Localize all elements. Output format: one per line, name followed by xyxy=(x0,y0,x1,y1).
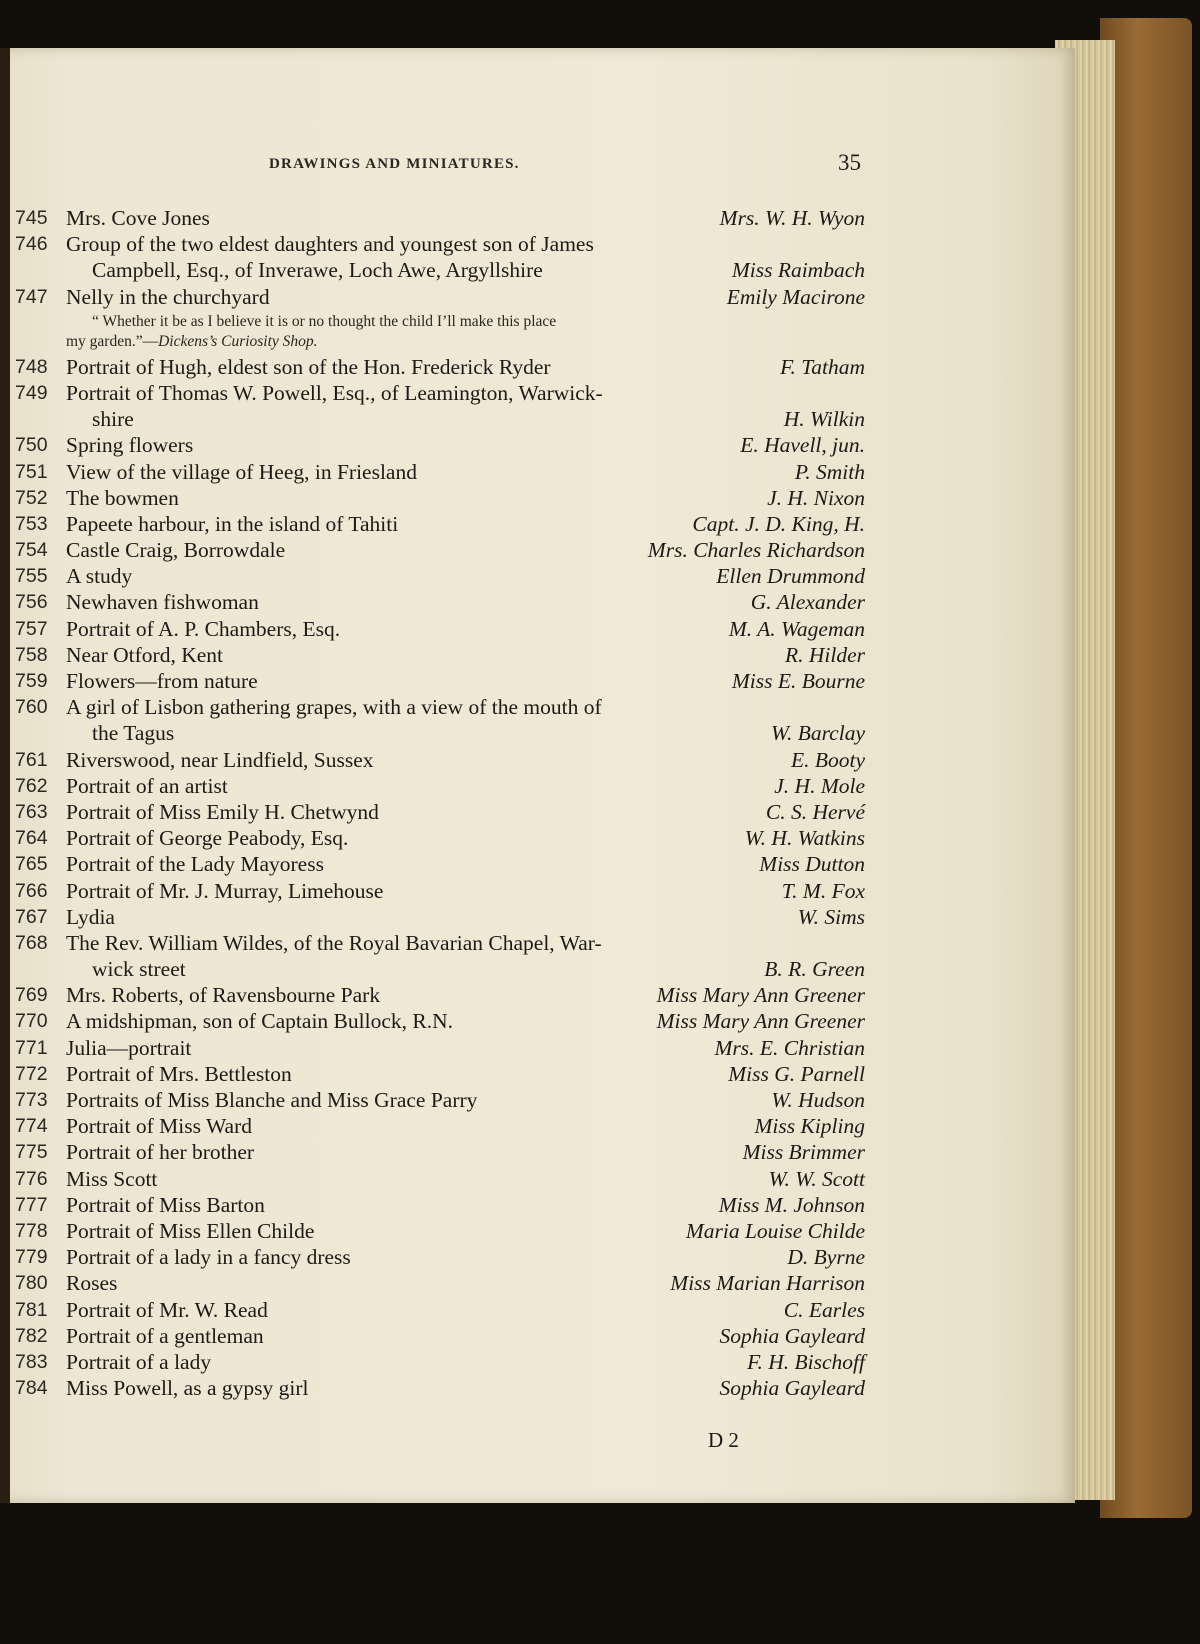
entry-number: 773 xyxy=(15,1089,48,1111)
entry-artist: J. H. Nixon xyxy=(767,485,865,510)
entry-number: 756 xyxy=(15,591,48,614)
catalogue-entry xyxy=(0,459,880,485)
entry-title: Portrait of Miss Ellen Childe xyxy=(66,1218,315,1243)
entry-number: 768 xyxy=(15,931,48,954)
entry-artist: Miss Brimmer xyxy=(742,1140,865,1165)
entry-artist: Maria Louise Childe xyxy=(685,1218,865,1243)
entry-artist: W. H. Watkins xyxy=(744,826,865,851)
entry-line xyxy=(0,231,880,257)
catalogue-entries xyxy=(0,205,880,1401)
catalogue-entry xyxy=(0,694,880,746)
entry-number: 762 xyxy=(15,774,48,797)
catalogue-entry xyxy=(0,1139,880,1165)
entry-title: Portrait of George Peabody, Esq. xyxy=(66,826,349,851)
entry-artist: Miss Kipling xyxy=(754,1114,865,1139)
entry-title: Portrait of Mr. W. Read xyxy=(66,1297,268,1322)
entry-title: Julia—portrait xyxy=(66,1035,192,1060)
entry-artist: Miss M. Johnson xyxy=(718,1192,865,1217)
catalogue-entry xyxy=(0,851,880,877)
catalogue-entry xyxy=(0,1323,880,1349)
entry-number: 754 xyxy=(15,539,48,562)
entry-title: Group of the two eldest daughters and youngest son of James xyxy=(66,232,594,257)
entry-artist: Miss Mary Ann Greener xyxy=(656,983,865,1008)
running-head: DRAWINGS AND MINIATURES. xyxy=(269,156,520,172)
catalogue-entry xyxy=(0,668,880,694)
entry-number: 755 xyxy=(15,565,48,588)
entry-number: 775 xyxy=(15,1141,48,1164)
entry-title: Portrait of a gentleman xyxy=(66,1323,264,1348)
entry-line xyxy=(0,459,880,485)
entry-line xyxy=(0,982,880,1008)
entry-artist: W. Sims xyxy=(797,904,865,929)
entry-title: The bowmen xyxy=(66,485,179,510)
catalogue-entry xyxy=(0,1087,880,1113)
entry-title: Miss Scott xyxy=(66,1166,158,1191)
entry-line xyxy=(0,406,880,432)
entry-line xyxy=(0,1297,880,1323)
entry-number: 770 xyxy=(15,1010,48,1033)
entry-line xyxy=(0,1008,880,1034)
catalogue-entry xyxy=(0,1192,880,1218)
entry-title: Flowers—from nature xyxy=(66,669,258,693)
entry-line xyxy=(0,537,880,563)
entry-title: View of the village of Heeg, in Friesland xyxy=(66,459,417,484)
quote-text: my garden.”— xyxy=(66,332,159,350)
entry-title: Near Otford, Kent xyxy=(66,642,224,667)
entry-artist: B. R. Green xyxy=(764,957,865,982)
entry-title: Papeete harbour, in the island of Tahiti xyxy=(66,511,399,536)
catalogue-entry xyxy=(0,825,880,851)
entry-line xyxy=(0,589,880,615)
entry-artist: Capt. J. D. King, H. xyxy=(692,511,865,536)
entry-line xyxy=(0,956,880,982)
entry-quotation xyxy=(0,310,880,354)
page-header xyxy=(0,150,870,180)
entry-number: 779 xyxy=(15,1246,48,1269)
entry-number: 781 xyxy=(15,1298,48,1321)
entry-artist: C. S. Hervé xyxy=(765,799,865,824)
entry-number: 760 xyxy=(15,696,48,719)
catalogue-entry xyxy=(0,878,880,904)
entry-line xyxy=(0,205,880,231)
entry-number: 745 xyxy=(15,207,48,229)
entry-artist: Miss Marian Harrison xyxy=(670,1271,865,1296)
entry-artist: Miss E. Bourne xyxy=(731,669,865,693)
catalogue-entry xyxy=(0,747,880,773)
catalogue-entry xyxy=(0,616,880,642)
entry-number: 776 xyxy=(15,1167,48,1190)
entry-artist: Sophia Gayleard xyxy=(719,1323,865,1348)
entry-title: Mrs. Cove Jones xyxy=(66,206,210,230)
entry-number: 748 xyxy=(15,355,48,378)
entry-title: Mrs. Roberts, of Ravensbourne Park xyxy=(66,983,381,1008)
entry-title: Portraits of Miss Blanche and Miss Grace Parry xyxy=(66,1088,478,1112)
entry-number: 747 xyxy=(15,285,48,308)
catalogue-entry xyxy=(0,642,880,668)
entry-line xyxy=(0,1244,880,1270)
catalogue-entry xyxy=(0,1035,880,1061)
entry-number: 783 xyxy=(15,1350,48,1373)
entry-artist: Sophia Gayleard xyxy=(719,1376,865,1401)
entry-artist: E. Havell, jun. xyxy=(740,433,865,458)
entry-number: 752 xyxy=(15,486,48,509)
entry-title: Nelly in the churchyard xyxy=(66,284,270,309)
entry-title: Portrait of Miss Barton xyxy=(66,1192,265,1217)
entry-title: A girl of Lisbon gathering grapes, with a view of the mouth of xyxy=(66,695,602,720)
entry-number: 784 xyxy=(15,1377,48,1400)
entry-line xyxy=(0,773,880,799)
entry-artist: T. M. Fox xyxy=(781,878,865,903)
entry-line xyxy=(0,904,880,930)
catalogue-entry xyxy=(0,904,880,930)
entry-artist: Ellen Drummond xyxy=(716,564,865,589)
entry-line xyxy=(0,1375,880,1401)
entry-title: Spring flowers xyxy=(66,433,194,458)
entry-line xyxy=(0,257,880,283)
entry-title: Roses xyxy=(66,1271,118,1296)
entry-title: Portrait of Hugh, eldest son of the Hon. Frederick Ryder xyxy=(66,354,551,379)
page-number: 35 xyxy=(838,150,861,175)
entry-line xyxy=(0,1113,880,1139)
catalogue-entry xyxy=(0,1218,880,1244)
entry-title: Castle Craig, Borrowdale xyxy=(66,538,286,563)
entry-number: 766 xyxy=(15,879,48,902)
catalogue-entry xyxy=(0,1061,880,1087)
entry-number: 780 xyxy=(15,1272,48,1295)
entry-artist: Miss Mary Ann Greener xyxy=(656,1009,865,1034)
entry-line xyxy=(0,642,880,668)
catalogue-entry xyxy=(0,1244,880,1270)
entry-number: 764 xyxy=(15,827,48,850)
catalogue-entry xyxy=(0,511,880,537)
entry-line xyxy=(0,1061,880,1087)
catalogue-entry xyxy=(0,1349,880,1375)
entry-line xyxy=(0,1349,880,1375)
entry-title: Portrait of an artist xyxy=(66,773,228,798)
entry-line xyxy=(0,616,880,642)
catalogue-entry xyxy=(0,354,880,380)
catalogue-entry xyxy=(0,930,880,982)
entry-line xyxy=(0,1323,880,1349)
catalogue-entry xyxy=(0,1113,880,1139)
entry-line xyxy=(0,432,880,458)
entry-line xyxy=(0,284,880,310)
entry-title: wick street xyxy=(92,957,186,982)
entry-line xyxy=(0,878,880,904)
entry-title: Portrait of the Lady Mayoress xyxy=(66,852,324,877)
entry-number: 759 xyxy=(15,670,48,692)
signature-mark: D 2 xyxy=(708,1428,739,1452)
entry-artist: W. W. Scott xyxy=(768,1166,865,1191)
entry-artist: E. Booty xyxy=(790,747,865,772)
quote-line: “ Whether it be as I believe it is or no thought the child I’ll make this place xyxy=(92,312,557,330)
entry-title: Campbell, Esq., of Inverawe, Loch Awe, Argyllshire xyxy=(92,258,543,283)
entry-line xyxy=(0,851,880,877)
entry-artist: P. Smith xyxy=(794,459,865,484)
entry-number: 769 xyxy=(15,984,48,1007)
entry-number: 746 xyxy=(15,233,48,256)
catalogue-entry xyxy=(0,563,880,589)
entry-number: 767 xyxy=(15,905,48,928)
catalogue-entry xyxy=(0,284,880,310)
entry-line xyxy=(0,1139,880,1165)
catalogue-entry xyxy=(0,380,880,432)
entry-line xyxy=(0,799,880,825)
entry-title: Portrait of A. P. Chambers, Esq. xyxy=(66,616,341,641)
catalogue-entry xyxy=(0,1297,880,1323)
entry-title: A study xyxy=(66,564,133,589)
entry-number: 778 xyxy=(15,1219,48,1242)
entry-title: the Tagus xyxy=(92,721,175,746)
entry-title: Portrait of Thomas W. Powell, Esq., of Leamington, Warwick- xyxy=(66,380,603,405)
entry-artist: C. Earles xyxy=(783,1297,865,1322)
entry-line xyxy=(0,563,880,589)
entry-line xyxy=(0,747,880,773)
entry-line xyxy=(0,825,880,851)
entry-number: 782 xyxy=(15,1324,48,1347)
entry-line xyxy=(0,694,880,720)
entry-number: 761 xyxy=(15,748,48,771)
entry-number: 772 xyxy=(15,1062,48,1085)
entry-line xyxy=(0,1166,880,1192)
entry-line xyxy=(0,720,880,746)
entry-artist: G. Alexander xyxy=(750,590,865,615)
entry-title: The Rev. William Wildes, of the Royal Bavarian Chapel, War- xyxy=(66,930,602,955)
entry-title: Newhaven fishwoman xyxy=(66,590,259,615)
entry-number: 750 xyxy=(15,434,48,457)
catalogue-entry xyxy=(0,485,880,511)
entry-artist: W. Hudson xyxy=(771,1088,865,1112)
catalogue-entry xyxy=(0,205,880,231)
entry-title: Portrait of Mr. J. Murray, Limehouse xyxy=(66,878,384,903)
quote-line xyxy=(66,332,318,352)
entry-artist: F. H. Bischoff xyxy=(747,1349,865,1374)
entry-artist: D. Byrne xyxy=(787,1245,865,1270)
entry-number: 765 xyxy=(15,853,48,876)
entry-title: shire xyxy=(92,407,134,432)
entry-title: Riverswood, near Lindfield, Sussex xyxy=(66,747,374,772)
entry-line xyxy=(0,1192,880,1218)
entry-number: 757 xyxy=(15,617,48,640)
entry-title: Portrait of Miss Emily H. Chetwynd xyxy=(66,799,379,824)
catalogue-entry xyxy=(0,1008,880,1034)
entry-title: Portrait of a lady xyxy=(66,1349,212,1374)
entry-title: Portrait of Mrs. Bettleston xyxy=(66,1061,292,1086)
entry-title: Portrait of her brother xyxy=(66,1140,255,1165)
entry-artist: H. Wilkin xyxy=(783,407,865,432)
entry-line xyxy=(0,485,880,511)
entry-line xyxy=(0,1087,880,1113)
entry-number: 758 xyxy=(15,643,48,666)
entry-number: 749 xyxy=(15,381,48,404)
entry-title: A midshipman, son of Captain Bullock, R.N. xyxy=(66,1009,453,1034)
entry-line xyxy=(0,380,880,406)
entry-artist: F. Tatham xyxy=(780,354,865,379)
entry-artist: J. H. Mole xyxy=(774,773,865,798)
catalogue-entry xyxy=(0,1375,880,1401)
entry-number: 763 xyxy=(15,800,48,823)
entry-line xyxy=(0,511,880,537)
entry-number: 774 xyxy=(15,1115,48,1138)
entry-artist: M. A. Wageman xyxy=(728,616,865,641)
entry-title: Miss Powell, as a gypsy girl xyxy=(66,1376,309,1401)
entry-artist: Mrs. E. Christian xyxy=(714,1035,865,1060)
entry-line xyxy=(0,668,880,694)
catalogue-entry xyxy=(0,799,880,825)
entry-artist: Miss Dutton xyxy=(759,852,865,877)
entry-artist: W. Barclay xyxy=(771,721,865,746)
entry-artist: Miss G. Parnell xyxy=(728,1061,865,1086)
entry-line xyxy=(0,1270,880,1296)
entry-artist: Miss Raimbach xyxy=(731,258,865,283)
catalogue-entry xyxy=(0,1166,880,1192)
entry-number: 777 xyxy=(15,1193,48,1216)
catalogue-entry xyxy=(0,537,880,563)
entry-number: 771 xyxy=(15,1036,48,1059)
catalogue-entry xyxy=(0,773,880,799)
entry-title: Portrait of a lady in a fancy dress xyxy=(66,1245,351,1270)
entry-line xyxy=(0,1035,880,1061)
entry-artist: R. Hilder xyxy=(784,642,865,667)
quote-source: Dickens’s Curiosity Shop. xyxy=(158,332,318,350)
entry-title: Lydia xyxy=(66,904,115,929)
catalogue-entry xyxy=(0,589,880,615)
entry-artist: Emily Macirone xyxy=(726,284,865,309)
entry-artist: Mrs. Charles Richardson xyxy=(647,538,865,563)
catalogue-entry xyxy=(0,432,880,458)
catalogue-entry xyxy=(0,982,880,1008)
entry-number: 753 xyxy=(15,512,48,535)
entry-number: 751 xyxy=(15,460,48,483)
catalogue-entry xyxy=(0,231,880,283)
entry-line xyxy=(0,354,880,380)
catalogue-entry xyxy=(0,1270,880,1296)
entry-line xyxy=(0,1218,880,1244)
entry-artist: Mrs. W. H. Wyon xyxy=(719,206,865,230)
entry-title: Portrait of Miss Ward xyxy=(66,1114,252,1139)
entry-line xyxy=(0,930,880,956)
